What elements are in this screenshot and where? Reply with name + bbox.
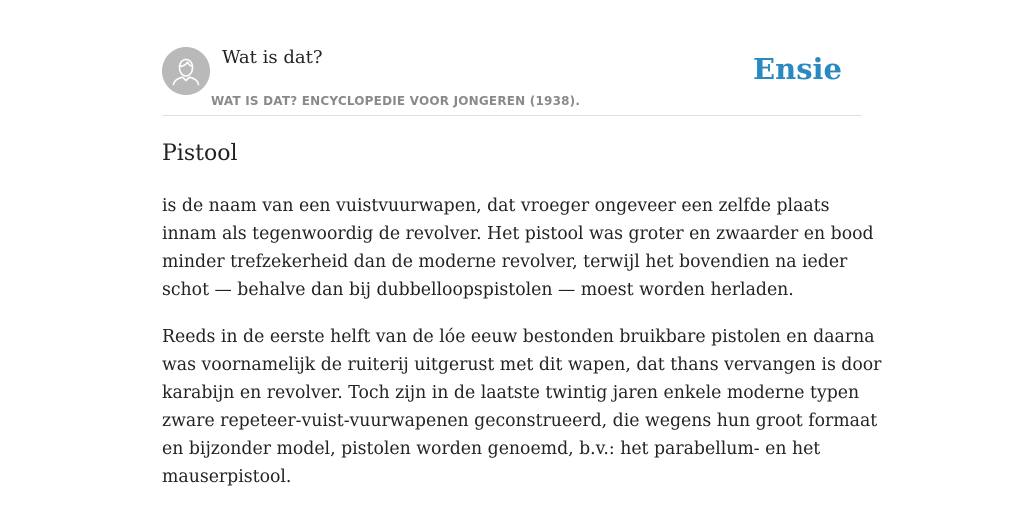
- paragraph-line: is de naam van een vuistvuurwapen, dat vroeger ongeveer een zelfde plaats: [162, 196, 830, 216]
- paragraph-line: minder trefzekerheid dan de moderne revolver, terwijl het bovendien na ieder: [162, 252, 848, 272]
- paragraph-line: mauserpistool.: [162, 467, 292, 487]
- source-avatar[interactable]: [162, 47, 210, 95]
- paragraph-line: was voornamelijk de ruiterij uitgerust met dit wapen, dat thans vervangen is door: [162, 355, 882, 375]
- paragraph-line: zware repeteer-vuist-vuurwapenen geconstrueerd, die wegens hun groot formaat: [162, 411, 878, 431]
- paragraph-line: Reeds in de eerste helft van de lóe eeuw bestonden bruikbare pistolen en daarna: [162, 327, 875, 347]
- user-icon: [162, 47, 210, 95]
- article-paragraph: [162, 192, 874, 304]
- source-subtitle-link[interactable]: WAT IS DAT? ENCYCLOPEDIE VOOR JONGEREN (1938).: [211, 94, 581, 108]
- article-paragraph: [162, 323, 882, 491]
- paragraph-line: innam als tegenwoordig de revolver. Het pistool was groter en zwaarder en bood: [162, 224, 874, 244]
- paragraph-line: karabijn en revolver. Toch zijn in de laatste twintig jaren enkele moderne typen: [162, 383, 860, 403]
- source-header: [162, 44, 862, 116]
- article-body: [162, 192, 882, 510]
- source-name-link[interactable]: Wat is dat?: [222, 47, 323, 68]
- paragraph-line: en bijzonder model, pistolen worden genoemd, b.v.: het parabellum- en het: [162, 439, 821, 459]
- article-title: Pistool: [162, 141, 238, 166]
- paragraph-line: schot — behalve dan bij dubbelloopspistolen — moest worden herladen.: [162, 280, 794, 300]
- ensie-logo[interactable]: Ensie: [753, 52, 842, 86]
